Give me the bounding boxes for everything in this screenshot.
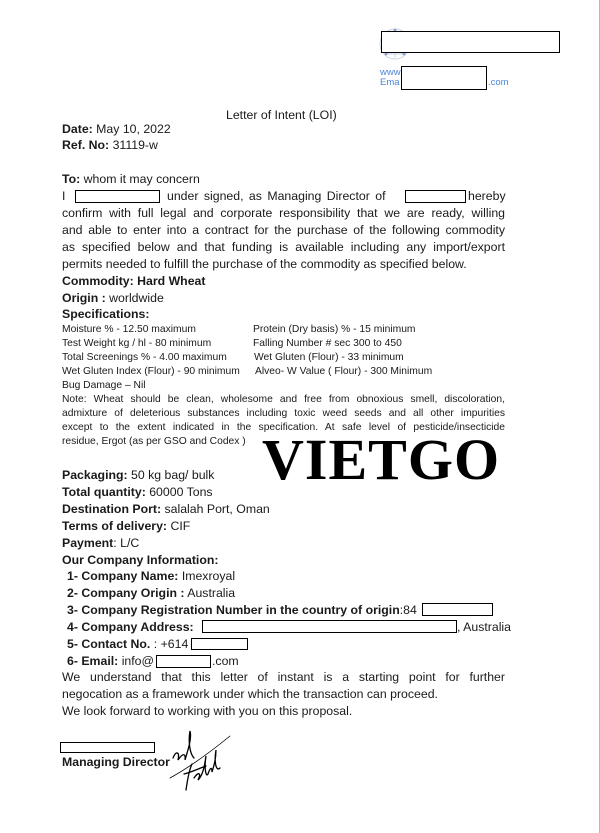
redacted-signatory-name <box>75 190 160 203</box>
spec-left-2: Total Screenings % - 4.00 maximum <box>62 352 227 363</box>
company-info-heading: Our Company Information: <box>62 553 219 567</box>
handwritten-signature <box>168 728 238 798</box>
redacted-company-name <box>381 31 560 53</box>
to-label: To: <box>62 172 81 186</box>
origin-line <box>62 290 164 307</box>
redacted-phone <box>191 638 248 650</box>
company-origin-value: Australia <box>187 586 236 600</box>
email-label: 6- Email: <box>67 654 119 668</box>
intro-i: I <box>62 189 66 203</box>
payment-line <box>62 535 139 552</box>
spec-right-0: Protein (Dry basis) % - 15 minimum <box>253 324 416 335</box>
quantity-line <box>62 484 213 501</box>
redacted-company <box>405 190 466 203</box>
note-line-2: admixture of deleterious substances including toxic weed seeds and all other impurities <box>62 408 505 419</box>
bug-damage: Bug Damage – Nil <box>62 380 146 391</box>
commodity: Commodity: Hard Wheat <box>62 274 206 288</box>
origin-label: Origin : <box>62 291 106 305</box>
note-line-3: except to the extent indicated in the specification. At safe level of pesticide/insecticide <box>62 422 505 433</box>
payment-value: : L/C <box>113 536 140 550</box>
origin-value: worldwide <box>109 291 164 305</box>
spec-right-1: Falling Number # sec 300 to 450 <box>253 338 402 349</box>
intro-line-3: and able to enter into a contract for the purchase of the following commodity <box>62 223 505 237</box>
closing-line-1: We understand that this letter of instant is a starting point for further <box>62 670 505 684</box>
payment-label: Payment <box>62 536 114 550</box>
redacted-email-domain <box>156 655 211 668</box>
redacted-signatory <box>60 742 155 753</box>
contact-label: 5- Contact No. <box>67 637 151 651</box>
intro-line-2: confirm with full legal and corporate responsibility that we are ready, willing <box>62 206 505 220</box>
note-line-1: Note: Wheat should be clean, wholesome and free from obnoxious smell, discoloration, <box>62 394 505 405</box>
quantity-value: 60000 Tons <box>149 485 213 499</box>
to-line <box>62 171 200 188</box>
packaging-line <box>62 467 214 484</box>
port-value: salalah Port, Oman <box>164 502 270 516</box>
email-suffix: .com <box>488 77 509 88</box>
company-origin-line <box>67 585 235 602</box>
spec-left-0: Moisture % - 12.50 maximum <box>62 324 196 335</box>
intro-under-signed: under signed, as Managing Director of <box>167 189 386 203</box>
registration-line <box>67 602 417 619</box>
spec-left-3: Wet Gluten Index (Flour) - 90 minimum <box>62 366 240 377</box>
intro-line-4: as specified below and that funding is available including any import/export <box>62 240 505 254</box>
address-line <box>67 619 194 636</box>
intro-hereby: hereby <box>468 189 506 203</box>
intro-line-5: permits needed to fulfill the purchase of the commodity as specified below. <box>62 257 467 271</box>
packaging-label: Packaging: <box>62 468 128 482</box>
to-value: whom it may concern <box>83 172 200 186</box>
closing-line-3: We look forward to working with you on this proposal. <box>62 704 353 718</box>
ref-line <box>62 137 158 154</box>
spec-left-1: Test Weight kg / hl - 80 minimum <box>62 338 212 349</box>
redacted-website-email <box>401 66 487 90</box>
spec-right-2: Wet Gluten (Flour) - 33 minimum <box>254 352 404 363</box>
packaging-value: 50 kg bag/ bulk <box>131 468 215 482</box>
address-country: , Australia <box>457 620 511 634</box>
specifications-heading: Specifications: <box>62 307 150 321</box>
delivery-value: CIF <box>170 519 191 533</box>
spec-right-3: Alveo- W Value ( Flour) - 300 Minimum <box>255 366 433 377</box>
signatory-title: Managing Director <box>62 755 170 769</box>
redacted-registration-number <box>422 603 493 616</box>
email-prefix: Ema <box>380 77 400 88</box>
intro-line-1 <box>62 188 505 205</box>
registration-label: 3- Company Registration Number in the country of origin <box>67 603 400 617</box>
email-prefix-value: info@ <box>121 654 154 668</box>
delivery-line <box>62 518 190 535</box>
date-label: Date: <box>62 122 93 136</box>
closing-line-2: negocation as a framework under which the transaction can proceed. <box>62 687 438 701</box>
company-name-line <box>67 568 235 585</box>
company-name-label: 1- Company Name: <box>67 569 179 583</box>
quantity-label: Total quantity: <box>62 485 146 499</box>
date-value: May 10, 2022 <box>96 122 171 136</box>
note-line-4: residue, Ergot (as per GSO and Codex ) <box>62 436 246 447</box>
redacted-address <box>202 620 457 633</box>
contact-line <box>67 636 188 653</box>
company-origin-label: 2- Company Origin : <box>67 586 185 600</box>
port-label: Destination Port: <box>62 502 162 516</box>
delivery-label: Terms of delivery: <box>62 519 168 533</box>
date-line <box>62 121 171 138</box>
email-info-line <box>67 653 154 670</box>
address-label: 4- Company Address: <box>67 620 194 634</box>
email-suffix-value: .com <box>212 654 239 668</box>
company-name-value: Imexroyal <box>181 569 236 583</box>
ref-label: Ref. No: <box>62 138 110 152</box>
document-title: Letter of Intent (LOI) <box>226 108 337 122</box>
port-line <box>62 501 270 518</box>
ref-value: 31119-w <box>112 138 158 152</box>
vietgo-watermark: VIETGO <box>262 427 501 492</box>
email-line <box>380 77 400 88</box>
contact-value: : +614 <box>153 637 189 651</box>
website-prefix: www <box>380 67 401 78</box>
registration-value: :84 <box>399 603 417 617</box>
